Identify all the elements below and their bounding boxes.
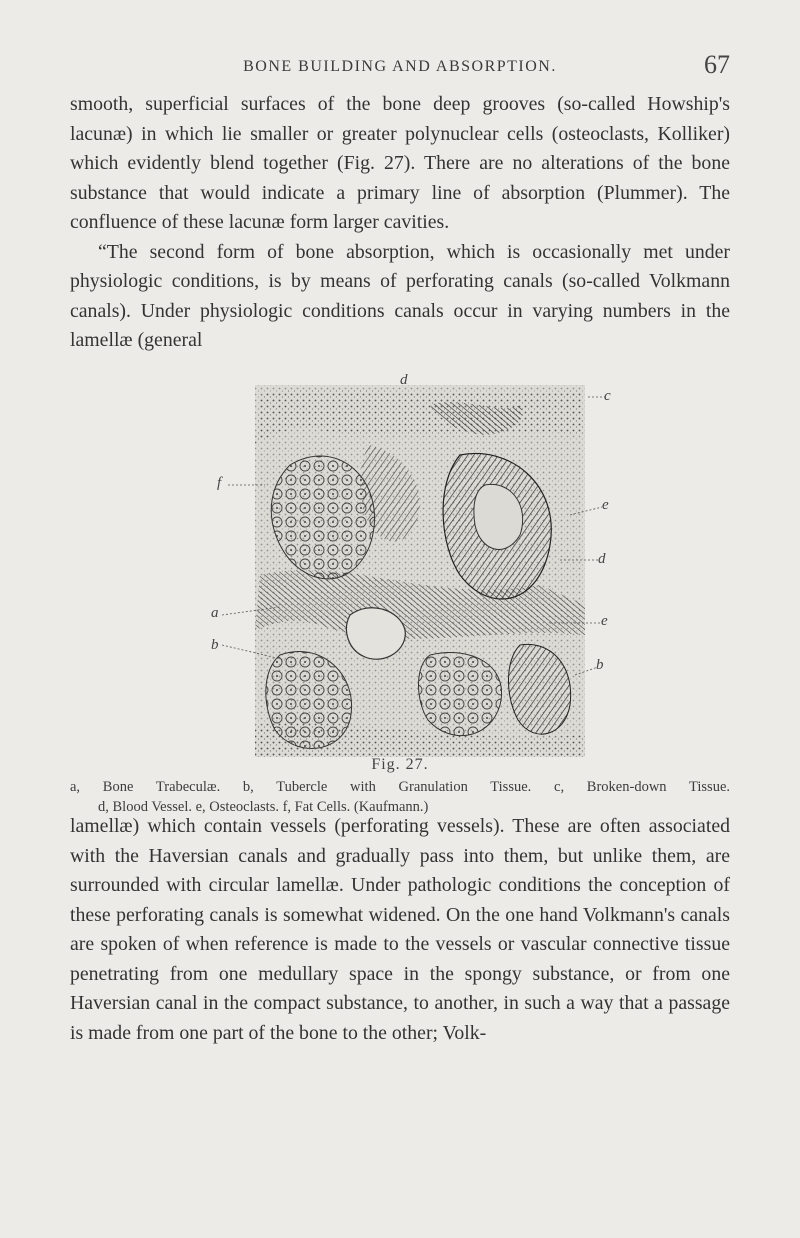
- paragraph: lamellæ) which contain vessels (perforating vessels). These are often associated with the Haversian canals and gradually pass into them, but unlike them, are surrounded with circular lamellæ. Under pathologic conditions the conception of these perforating canals is somewhat widened. On the one hand Volkmann's canals are spoken of when reference is made to the vessels or vascular connective tissue penetrating from one medullary space in the spongy substance, or from one Haversian canal in the compact substance, to another, in such a way that a passage is made from one part of the bone to the other; Volk-: [70, 815, 730, 1044]
- label-b-left: b: [211, 637, 219, 653]
- body-text-top: [70, 90, 730, 356]
- paragraph: “The second form of bone absorption, which is occasionally met under physiologic conditions, is by means of perforating canals (so-called Volkmann canals). Under physiologic conditions canals occur in varying numbers in the lamellæ (general: [70, 240, 730, 351]
- legend-line: a, Bone Trabeculæ. b, Tubercle with Granulation Tissue. c, Broken-down Tissue.: [70, 779, 730, 795]
- histology-drawing: [200, 375, 610, 765]
- figure-legend: [70, 777, 730, 817]
- body-text-bottom: [70, 812, 730, 1048]
- paragraph: smooth, superficial surfaces of the bone deep grooves (so-called Howship's lacunæ) in which lie smaller or greater polynuclear cells (osteoclasts, Kolliker) which evidently blend together (Fig. 27). There are no alterations of the bone substance that would indicate a primary line of absorption (Plummer). The confluence of these lacunæ form larger cavities.: [70, 93, 730, 233]
- page-number: 67: [704, 50, 730, 79]
- label-e-lower: e: [601, 613, 608, 629]
- page-header: [0, 50, 800, 82]
- label-c: c: [604, 388, 611, 404]
- label-d-top: d: [400, 372, 408, 388]
- label-d-right: d: [598, 551, 606, 567]
- running-head: BONE BUILDING AND ABSORPTION.: [243, 58, 557, 75]
- label-a: a: [211, 605, 219, 621]
- legend-line: d, Blood Vessel. e, Osteoclasts. f, Fat Cells. (Kaufmann.): [98, 799, 429, 815]
- figure-illustration: [200, 372, 611, 765]
- label-f: f: [217, 475, 222, 491]
- figure-caption: Fig. 27.: [371, 756, 429, 773]
- label-b-right: b: [596, 657, 604, 673]
- label-e-upper: e: [602, 497, 609, 513]
